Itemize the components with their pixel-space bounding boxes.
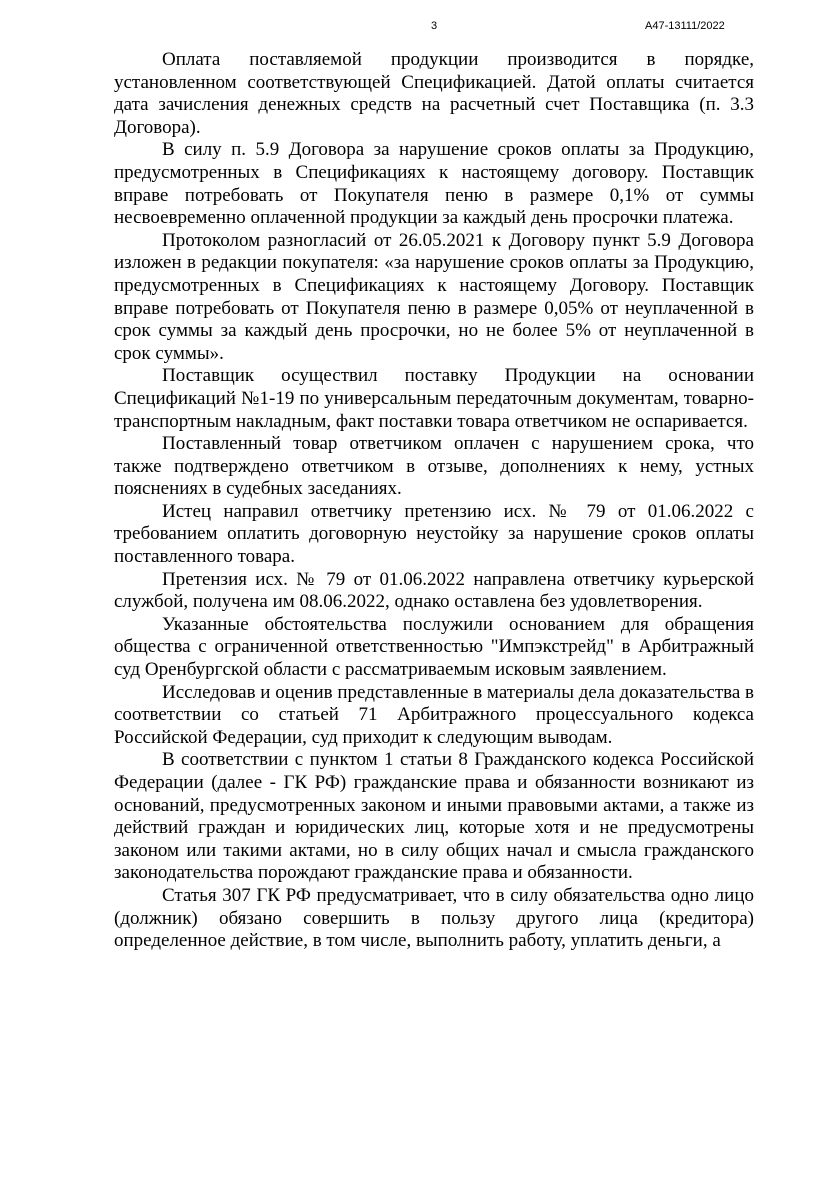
paragraph-claim-sent: Истец направил ответчику претензию исх. № 79 от 01.06.2022 с требованием оплатить договорную неустойку за нарушение сроков оплаты поставленного товара. (114, 500, 754, 568)
paragraph-payment-procedure: Оплата поставляемой продукции производится в порядке, установленном соответствующей Спецификацией. Датой оплаты считается дата зачисления денежных средств на расчетный счет Поставщика (п. 3.3 Договора). (114, 49, 754, 138)
paragraph-claim-received: Претензия исх. № 79 от 01.06.2022 направлена ответчику курьерской службой, получена им 08.06.2022, однако оставлена без удовлетворения. (114, 568, 754, 613)
case-number: А47-13111/2022 (645, 20, 725, 32)
page-number: 3 (431, 20, 438, 32)
paragraph-civil-code-article-307: Статья 307 ГК РФ предусматривает, что в силу обязательства одно лицо (должник) обязано совершить в пользу другого лица (кредитора) определенное действие, в том числе, выполнить работу, уплатить деньги, а (114, 884, 754, 952)
document-body (114, 49, 754, 953)
paragraph-late-payment: Поставленный товар ответчиком оплачен с нарушением срока, что также подтверждено ответчиком в отзыве, дополнениях к нему, устных пояснениях в судебных заседаниях. (114, 433, 754, 500)
page-header (0, 20, 831, 34)
paragraph-disagreement-protocol: Протоколом разногласий от 26.05.2021 к Договору пункт 5.9 Договора изложен в редакции покупателя: «за нарушение сроков оплаты за Продукцию, предусмотренных в Спецификациях к настоящему Договору. Поставщик вправе потребовать от Покупателя пеню в размере 0,05% от неуплаченной в срок суммы за каждый день просрочки, но не более 5% от неуплаченной в срок суммы». (114, 229, 754, 364)
paragraph-court-appeal: Указанные обстоятельства послужили основанием для обращения общества с ограниченной ответственностью "Импэкстрейд" в Арбитражный суд Оренбургской области с рассматриваемым исковым заявлением. (114, 613, 754, 681)
paragraph-penalty-clause: В силу п. 5.9 Договора за нарушение сроков оплаты за Продукцию, предусмотренных в Спецификациях к настоящему договору. Поставщик вправе потребовать от Покупателя пеню в размере 0,1% от суммы несвоевременно оплаченной продукции за каждый день просрочки платежа. (114, 139, 754, 229)
paragraph-delivery: Поставщик осуществил поставку Продукции на основании Спецификаций №1-19 по универсальным передаточным документам, товарно-транспортным накладным, факт поставки товара ответчиком не оспаривается. (114, 365, 754, 432)
paragraph-court-conclusions: Исследовав и оценив представленные в материалы дела доказательства в соответствии со статьей 71 Арбитражного процессуального кодекса Российской Федерации, суд приходит к следующим выводам. (114, 681, 755, 748)
paragraph-civil-code-article-8: В соответствии с пунктом 1 статьи 8 Гражданского кодекса Российской Федерации (далее - ГК РФ) гражданские права и обязанности возникают из оснований, предусмотренных законом и иными правовыми актами, а также из действий граждан и юридических лиц, которые хотя и не предусмотрены законом или такими актами, но в силу общих начал и смысла гражданского законодательства порождают гражданские права и обязанности. (114, 749, 754, 884)
